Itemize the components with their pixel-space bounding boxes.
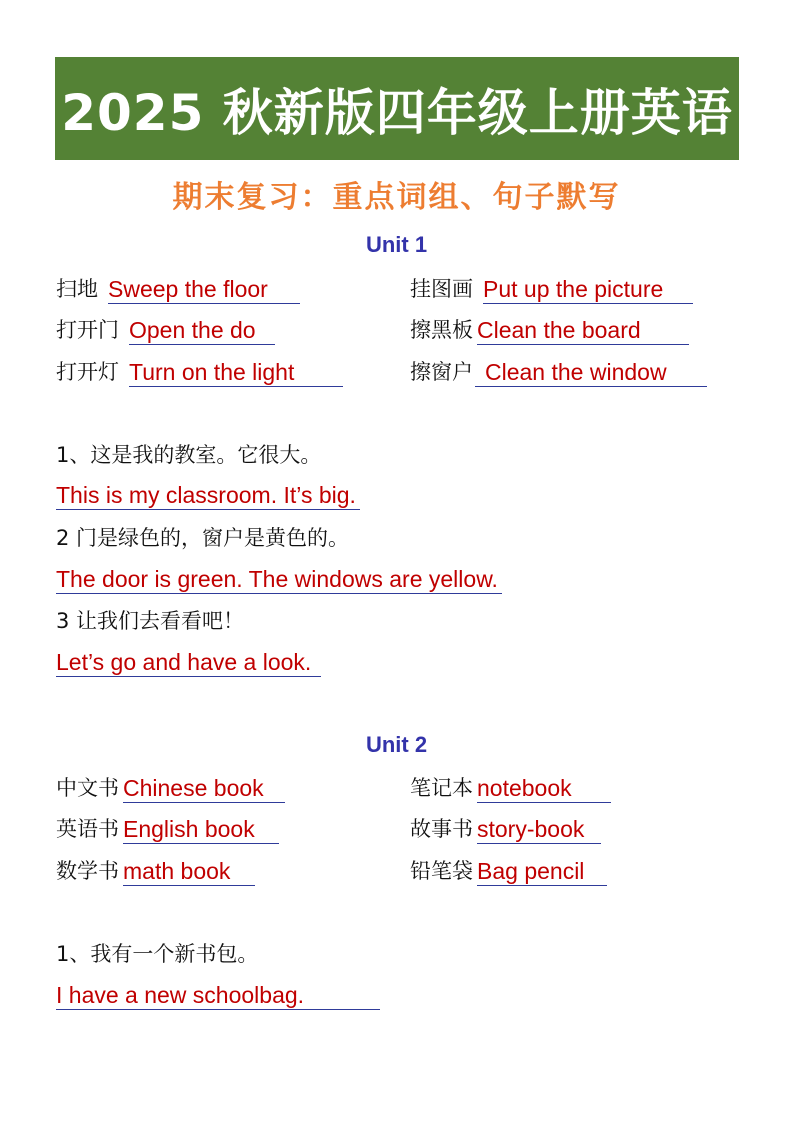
phrase-cn: 打开门 [56,318,119,342]
unit-1-title: Unit 1 [365,232,428,257]
sentence-en: The door is green. The windows are yellow. [56,565,502,594]
phrase-row [410,357,707,387]
phrase-en: English book [123,815,279,844]
sentence-cn: 1、这是我的教室。它很大。 [56,443,322,467]
sentence-cn: 1、我有一个新书包。 [56,942,259,966]
phrase-cn: 笔记本 [410,776,473,800]
page-title: 2025 秋新版四年级上册英语 [61,83,733,142]
phrase-cn: 故事书 [410,817,473,841]
sentence-en: This is my classroom. It’s big. [56,481,360,510]
phrase-row [410,274,693,304]
sentence-cn: 2 门是绿色的，窗户是黄色的。 [56,526,350,550]
phrase-en: Chinese book [123,774,285,803]
phrase-en: Sweep the floor [108,275,300,304]
phrase-row [56,856,255,886]
phrase-row [56,357,343,387]
phrase-cn: 挂图画 [410,277,473,301]
phrase-cn: 擦黑板 [410,318,473,342]
sentence-en: I have a new schoolbag. [56,981,380,1010]
phrase-cn: 擦窗户 [410,360,473,384]
phrase-row [56,315,275,345]
sentence-cn: 3 让我们去看看吧！ [56,609,245,633]
phrase-en: Open the do [129,316,275,345]
phrase-row [56,274,300,304]
phrase-cn: 中文书 [56,776,119,800]
phrase-row [410,315,689,345]
sentence-en: Let’s go and have a look. [56,648,321,677]
unit-2-title: Unit 2 [365,732,428,757]
phrase-en: Bag pencil [477,857,607,886]
phrase-cn: 数学书 [56,859,119,883]
phrase-cn: 英语书 [56,817,119,841]
phrase-row [56,773,285,803]
phrase-row [410,856,607,886]
phrase-en: Clean the board [477,316,689,345]
phrase-row [410,773,611,803]
phrase-en: math book [123,857,255,886]
phrase-en: Clean the window [475,358,707,387]
phrase-en: story-book [477,815,601,844]
phrase-row [410,814,601,844]
phrase-cn: 铅笔袋 [410,859,473,883]
phrase-en: Turn on the light [129,358,343,387]
phrase-cn: 扫地 [56,277,98,301]
phrase-en: Put up the picture [483,275,693,304]
page-subtitle: 期末复习：重点词组、句子默写 [172,180,621,215]
title-banner [55,57,739,160]
phrase-cn: 打开灯 [56,360,119,384]
phrase-row [56,814,279,844]
phrase-en: notebook [477,774,611,803]
